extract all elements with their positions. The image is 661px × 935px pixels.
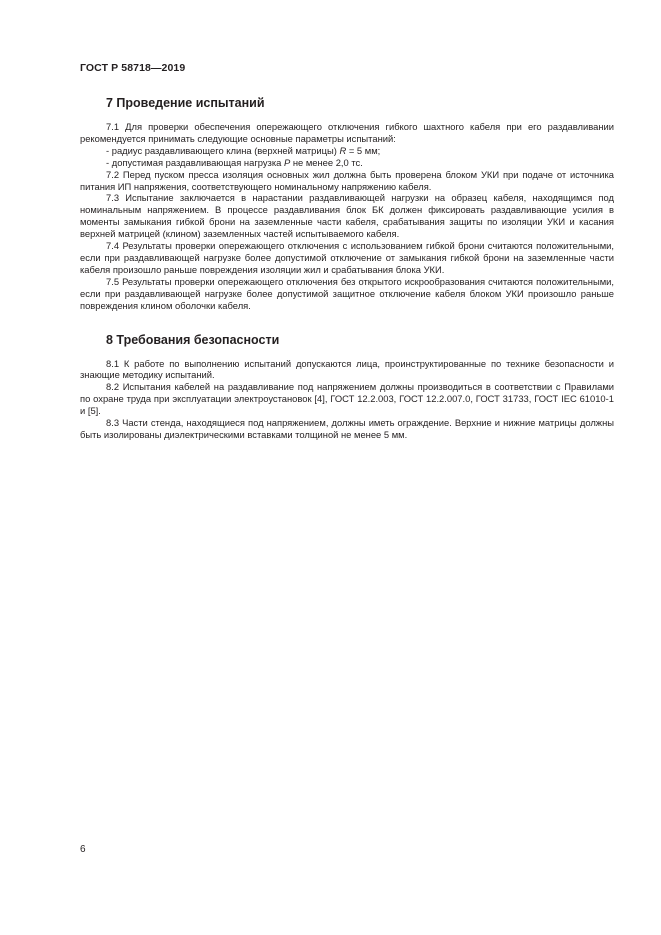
variable-r: R — [339, 144, 347, 156]
document-body — [80, 96, 614, 441]
parameters-list — [80, 145, 614, 169]
list-item-radius-value: = 5 мм; — [346, 144, 381, 156]
section-gap — [80, 312, 614, 333]
page-number: 6 — [80, 844, 86, 855]
list-item-radius — [80, 145, 614, 157]
list-item-load — [80, 157, 614, 169]
paragraph-7-1: 7.1 Для проверки обеспечения опережающего отключения гибкого шахтного кабеля при его раздавливании рекомендуется принимать следующие основные параметры испытаний: — [80, 121, 614, 144]
variable-p: P — [283, 156, 291, 168]
paragraph-8-3: 8.3 Части стенда, находящиеся под напряжением, должны иметь ограждение. Верхние и нижние матрицы должны быть изолированы диэлектрическими вставками толщиной не менее 5 мм. — [80, 417, 614, 440]
paragraph-7-2: 7.2 Перед пуском пресса изоляция основных жил должна быть проверена блоком УКИ при подаче от источника питания ИП напряжения, соответствующего номинальному напряжению кабеля. — [80, 168, 614, 192]
list-item-load-text: - допустимая раздавливающая нагрузка — [106, 156, 284, 168]
paragraph-8-2: 8.2 Испытания кабелей на раздавливание под напряжением должны производиться в соответствии с Правилами по охране труда при эксплуатации электроустановок [4], ГОСТ 12.2.003, ГОСТ 12.2.007.0, ГОСТ 31733, ГОСТ IEC 61010-1 и [5]. — [80, 381, 614, 417]
document-code-header: ГОСТ Р 58718—2019 — [80, 62, 186, 74]
paragraph-7-5: 7.5 Результаты проверки опережающего отключения без открытого искрообразования считаются положительными, если при раздавливающей нагрузке более допустимой защитное отключение кабеля блоком УКИ произошло раньше повреждения клином оболочки кабеля. — [80, 275, 614, 311]
list-item-radius-text: - радиус раздавливающего клина (верхней матрицы) — [106, 144, 340, 156]
section-8-heading: 8 Требования безопасности — [106, 332, 280, 347]
list-item-load-value: не менее 2,0 тс. — [290, 156, 363, 168]
paragraph-7-4: 7.4 Результаты проверки опережающего отключения с использованием гибкой брони считаются положительными, если при раздавливающей нагрузке более допустимой отключение от замыкания гибкой брони на заземленные части кабеля произошло раньше повреждения изоляции жил и срабатывания блока УКИ. — [80, 240, 614, 275]
paragraph-7-3: 7.3 Испытание заключается в нарастании раздавливающей нагрузки на образец кабеля, находящимся под номинальным напряжением. В процессе раздавливания блок БК должен фиксировать раздавливающие усилия в моменты замыкания гибкой брони на заземленные части кабеля, срабатывания защиты по изоляции УКИ и касания верхней матрицей (клином) заземленных частей испытываемого кабеля. — [80, 192, 614, 240]
paragraph-8-1: 8.1 К работе по выполнению испытаний допускаются лица, проинструктированные по технике безопасности и знающие методику испытаний. — [80, 357, 614, 381]
section-7-heading: 7 Проведение испытаний — [106, 96, 265, 110]
